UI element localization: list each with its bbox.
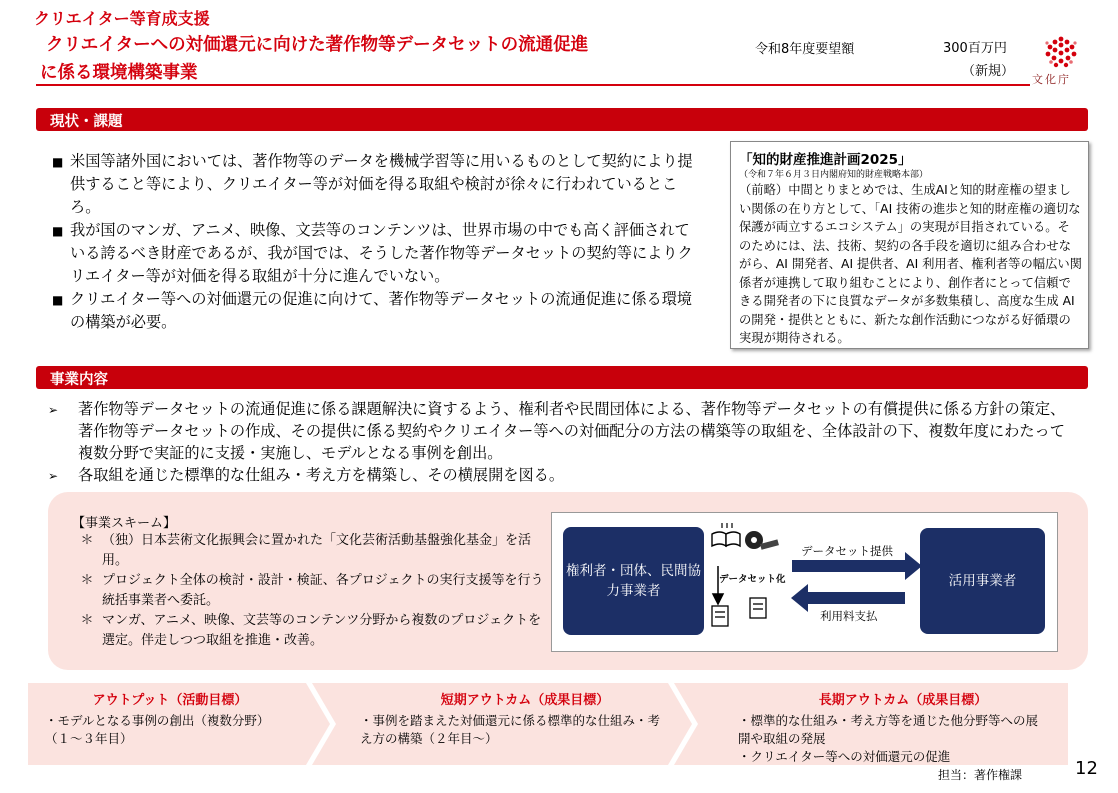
list-item: ■ 我が国のマンガ、アニメ、映像、文芸等のコンテンツは、世界市場の中でも高く評価されている誇るべき財産であるが、我が国では、そうした著作物等データセットの契約等によりクリエイター等が対価を得る取組が十分に進んでいない。 — [52, 219, 702, 288]
footer-owner: 担当：著作権課 — [938, 768, 1023, 782]
budget-note: （新規） — [962, 64, 1015, 79]
section-title: 現状・課題 — [50, 114, 123, 130]
list-item: ＊ マンガ、アニメ、映像、文芸等のコンテンツ分野から複数のプロジェクトを選定。伴走しつつ取組を推進・改善。 — [72, 611, 552, 651]
square-bullet-icon: ■ — [52, 293, 64, 307]
budget-amount: 300百万円 — [943, 41, 1007, 56]
scheme-heading: 【事業スキーム】 — [72, 516, 177, 531]
square-bullet-icon: ■ — [52, 155, 64, 169]
list-item: ➢ 各取組を通じた標準的な仕組み・考え方を構築し、その横展開を図る。 — [48, 464, 1068, 487]
quote-text: （前略）中間とりまとめでは、生成AIと知的財産権の望ましい関係の在り方として、「AI 技術の進歩と知的財産権の適切な保護が両立するエコシステム」の実現が目指されている。そのためには、法、技術、契約の各手段を適切に組み合わせながら、AI 開発者、AI 提供者、AI 利用者、権利者等の幅広い関係者が連携して取り組むことにより、創作者にとって信頼できる開発者の下に良質なデータが多数集積し、高度な生成 AI の開発・提供とともに、新たな創作活動につながる好循環の実現が期待される。 — [739, 183, 1082, 345]
list-item: ➢ 著作物等データセットの流通促進に係る課題解決に資するよう、権利者や民間団体による、著作物等データセットの有償提供に係る方針の策定、著作物等データセットの作成、その提供に係る契約やクリエイター等への対価配分の方法の構築等の取組を、全体設計の下、複数年度にわたって複数分野で実証的に支援・実施し、モデルとなる事例を創出。 — [48, 400, 1066, 462]
page-number: 12 — [1075, 758, 1098, 779]
asterisk-bullet-icon: ＊ — [80, 533, 94, 548]
dataset-document-icon — [712, 598, 766, 626]
rights-holder-node: 権利者・団体、民間協力事業者 — [563, 527, 704, 635]
budget-label: 令和8年度要望額 — [755, 42, 855, 57]
sparkle-icon — [722, 523, 732, 528]
book-icon — [712, 532, 740, 546]
user-business-node: 活用事業者 — [920, 528, 1045, 634]
arrow-bullet-icon: ➢ — [48, 469, 59, 483]
status-list — [52, 150, 702, 334]
agency-logo-text: 文化庁 — [1032, 73, 1071, 86]
quote-title: 「知的財産推進計画2025」 — [739, 152, 912, 168]
list-item: ■ クリエイター等への対価還元の促進に向けて、著作物等データセットの流通促進に係る環境の構築が必要。 — [52, 288, 702, 334]
section-title: 事業内容 — [50, 372, 108, 388]
arrow-label-fee: 利用料支払 — [820, 609, 878, 623]
list-item: ■ 米国等諸外国においては、著作物等のデータを機械学習等に用いるものとして契約により提供すること等により、クリエイター等が対価を得る取組や検討が徐々に行われているところ。 — [52, 150, 702, 219]
dataset-label: データセット化 — [719, 574, 786, 585]
section-header-content — [36, 366, 1088, 389]
list-item: ＊ プロジェクト全体の検討・設計・検証、各プロジェクトの実行支援等を行う統括事業者へ委託。 — [72, 571, 552, 611]
outcome-output: アウトプット（活動目標） ・モデルとなる事例の創出（複数分野） （１～３年目） — [45, 693, 270, 746]
square-bullet-icon: ■ — [52, 224, 64, 238]
content-list — [48, 398, 1068, 487]
quote-box — [730, 141, 1089, 349]
quote-source: （令和７年６月３日内閣府知的財産戦略本部） — [739, 170, 929, 180]
outcome-long-term: 長期アウトカム（成果目標） ・標準的な仕組み・考え方等を通じた他分野等への展 開や取組の発展 ・クリエイター等への対価還元の促進 — [738, 693, 1039, 764]
page-title-line2: に係る環境構築事業 — [40, 63, 198, 83]
section-header-status — [36, 108, 1088, 131]
scheme-list — [72, 531, 552, 651]
film-reel-icon — [745, 531, 779, 550]
title-divider — [36, 84, 1030, 86]
page-title-line1: クリエイターへの対価還元に向けた著作物等データセットの流通促進 — [46, 35, 589, 55]
agency-logo-icon — [1043, 34, 1079, 70]
arrow-bullet-icon: ➢ — [48, 403, 59, 417]
asterisk-bullet-icon: ＊ — [80, 573, 94, 588]
arrow-label-provide: データセット提供 — [801, 544, 893, 558]
list-item: ＊ （独）日本芸術文化振興会に置かれた「文化芸術活動基盤強化基金」を活用。 — [72, 531, 552, 571]
outcome-short-term: 短期アウトカム（成果目標） ・事例を踏まえた対価還元に係る標準的な仕組み・考 え方の構築（２年目～） — [360, 693, 661, 746]
asterisk-bullet-icon: ＊ — [80, 613, 94, 628]
header-category: クリエイター等育成支援 — [34, 9, 210, 28]
